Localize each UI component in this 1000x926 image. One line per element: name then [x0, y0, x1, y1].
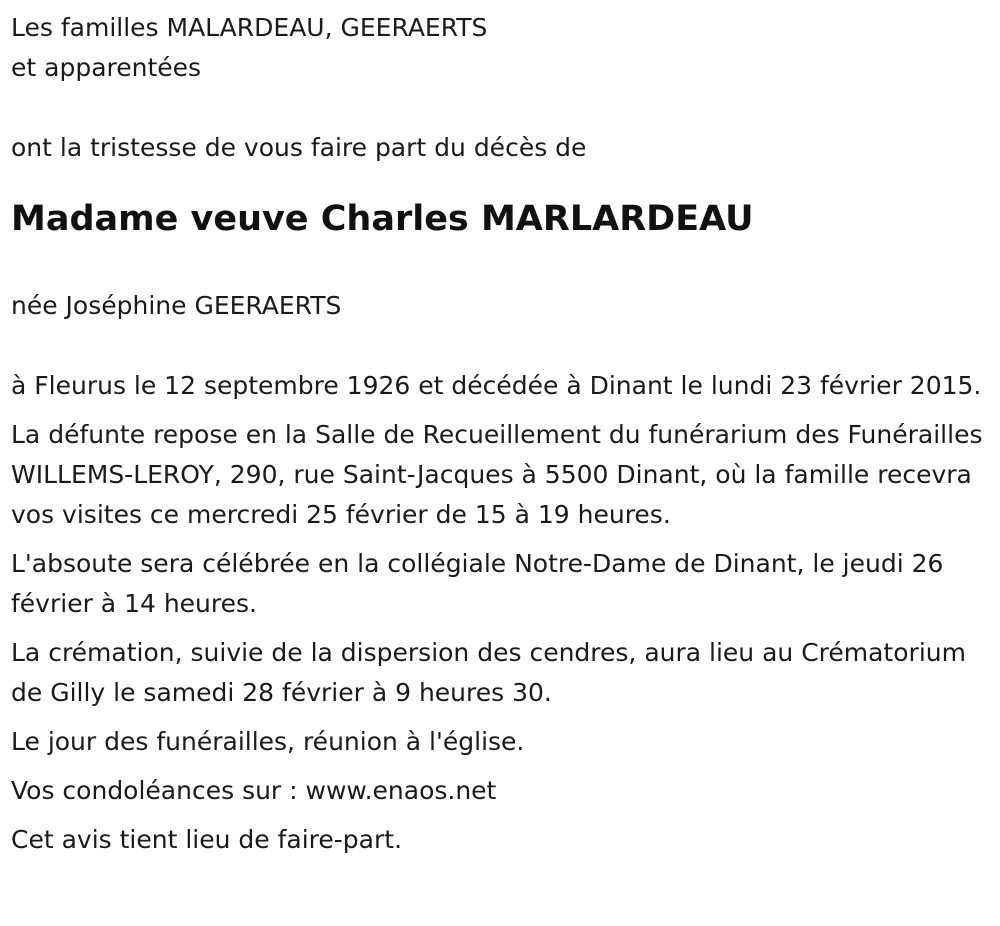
- faire-part-paragraph: Cet avis tient lieu de faire-part.: [11, 825, 403, 854]
- absoute-paragraph: L'absoute sera célébrée en la collégiale Notre-Dame de Dinant, le jeudi 26 février à 14 heures.: [11, 549, 944, 618]
- cremation-paragraph: La crémation, suivie de la dispersion des cendres, aura lieu au Crématorium de Gilly le samedi 28 février à 9 heures 30.: [11, 638, 966, 707]
- relatives-line: et apparentées: [11, 53, 202, 82]
- families-line: Les familles MALARDEAU, GEERAERTS: [11, 13, 488, 42]
- obituary-notice: [11, 8, 986, 860]
- birth-death-paragraph: à Fleurus le 12 septembre 1926 et décédée à Dinant le lundi 23 février 2015.: [11, 371, 982, 400]
- announcement-text: ont la tristesse de vous faire part du décès de: [11, 133, 587, 162]
- repose-paragraph: La défunte repose en la Salle de Recueillement du funérarium des Funérailles WILLEMS-LEROY, 290, rue Saint-Jacques à 5500 Dinant, où la famille recevra vos visites ce mercredi 25 février de 15 à 19 heures.: [11, 420, 983, 529]
- reunion-paragraph: Le jour des funérailles, réunion à l'église.: [11, 727, 525, 756]
- deceased-name: Madame veuve Charles MARLARDEAU: [11, 199, 754, 239]
- families-block: [11, 8, 986, 88]
- condolences-paragraph: Vos condoléances sur : www.enaos.net: [11, 776, 497, 805]
- maiden-name: née Joséphine GEERAERTS: [11, 291, 342, 320]
